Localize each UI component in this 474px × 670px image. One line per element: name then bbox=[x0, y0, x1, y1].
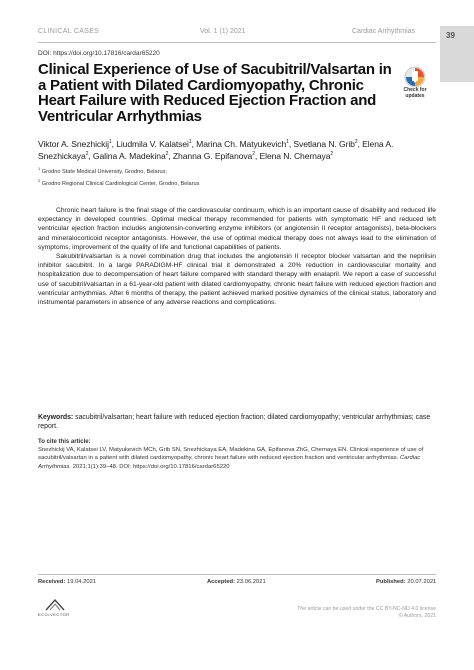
date-accepted: Accepted: 23.06.2021 bbox=[207, 579, 266, 585]
affiliation-1: $^1$ Grodno State Medical University, Grodno, Belarus; bbox=[38, 166, 167, 175]
author: Marina Ch. Matyukevich$^1$, bbox=[196, 139, 294, 149]
author-list bbox=[38, 138, 438, 162]
publisher-logo bbox=[38, 598, 88, 622]
author: Elena N. Chernaya$^2$ bbox=[259, 151, 334, 161]
eco-vector-logo-icon bbox=[44, 598, 66, 612]
running-header-section: CLINICAL CASES bbox=[38, 28, 100, 35]
running-header-volume: Vol. 1 (1) 2021 bbox=[200, 28, 246, 35]
author: Galina A. Madekina$^2$, bbox=[92, 151, 173, 161]
doi-line[interactable]: DOI: https://doi.org/10.17816/cardar65220 bbox=[38, 50, 160, 57]
running-header-journal: Cardiac Arrhythmias bbox=[352, 28, 416, 35]
check-for-updates-icon bbox=[404, 66, 426, 88]
abstract-paragraph-1: Chronic heart failure is the final stage of the cardiovascular continuum, which is an important cause of disability and reduced life expectancy in developed countries. Optimal medical therapy recommended for patients with symptomatic HF and reduced left ventricular ejection fraction includes angiotensin-converting enzyme inhibitors (or angiotensin II receptor antagonists), beta-blockers and mineralocorticoid receptor antagonists. However, the use of optimal medical therapy does not always lead to the elimination of symptoms, improvement of the quality of life and functional capabilities of patients. bbox=[38, 207, 436, 251]
affiliation-2: $^2$ Grodno Regional Clinical Cardiological Center, Grodno, Belarus bbox=[38, 178, 200, 187]
page-number-tab bbox=[440, 26, 474, 82]
citation-tail[interactable]: 2021;1(1):39–48. DOI: https://doi.org/10.17816/cardar65220 bbox=[72, 463, 230, 470]
keywords-label: Keywords: bbox=[38, 414, 74, 421]
footer-divider bbox=[38, 574, 436, 575]
publisher-logo-text: ECO•VECTOR bbox=[38, 612, 70, 617]
author: Svetlana N. Grib$^2$, bbox=[293, 139, 363, 149]
license-notice bbox=[250, 606, 436, 620]
abstract-paragraph-2: Sakubitril/valsartan is a novel combination drug that includes the angiotensin II receptor blocker valsartan and the neprilisin inhibitor sacubitril. In a large PARADIGM-HF clinical trial it demonstrated a 20% reduction in cardiovascular mortality and hospitalization due to decompensation of heart failure compared with standard therapy with enalapril. We report a case of successful use of sacubitril/valsartan in a 61-year-old patient with dilated cardiomyopathy, chronic heart failure with reduced ejection fraction and ventricular arrhythmias. After 6 months of therapy, the patient achieved marked positive dynamics of the clinical status, laboratory and instrumental parameters in absence of any adverse reactions and complications. bbox=[38, 253, 436, 307]
author: Elena A. Snezhickaya$^2$, bbox=[38, 139, 394, 161]
keywords-text: sacubitril/valsartan; heart failure with reduced ejection fraction; dilated cardiomyopathy; ventricular arrhythmias; case report. bbox=[38, 414, 431, 431]
date-received: Received: 19.04.2021 bbox=[38, 579, 97, 585]
author: Viktor A. Snezhickij$^1$, bbox=[38, 139, 117, 149]
citation-text: Snezhickij VA, Kalatsei LV, Matyukevich MCh, Grib SN, Snezhickaya EA, Madekina GA, Epifanova ZhG, Chernaya EN. Clinical experience of use of sacubitril/valsartan in a patient with dilated cardiomyopathy, chronic heart failure with reduced ejection fraction and ventricular arrhythmias. bbox=[38, 447, 424, 462]
check-for-updates-badge[interactable] bbox=[398, 66, 432, 106]
header-divider bbox=[38, 42, 436, 43]
citation-journal: Cardiac Arrhythmias. bbox=[38, 455, 421, 470]
running-header bbox=[0, 0, 474, 52]
author: Liudmila V. Kalatsei$^1$, bbox=[116, 139, 197, 149]
copyright-line: © Authors, 2021 bbox=[398, 613, 436, 619]
license-line[interactable]: The article can be used under the CC BY-NC-ND 4.0 license bbox=[297, 606, 436, 612]
page-number: 39 bbox=[446, 31, 455, 40]
keywords bbox=[38, 413, 436, 432]
article-title: Clinical Experience of Use of Sacubitril/Valsartan in a Patient with Dilated Cardiomyopathy, Chronic Heart Failure with Reduced Ejection Fraction and Ventricular Arrhythmias bbox=[38, 61, 392, 125]
date-published: Published: 20.07.2021 bbox=[376, 579, 437, 585]
abstract bbox=[38, 206, 436, 307]
citation-block bbox=[38, 438, 436, 471]
citation-label: To cite this article: bbox=[38, 439, 91, 445]
check-for-updates-line2: updates bbox=[405, 92, 425, 99]
check-for-updates-line1: Check for bbox=[403, 87, 427, 93]
author: Zhanna G. Epifanova$^2$, bbox=[172, 151, 260, 161]
